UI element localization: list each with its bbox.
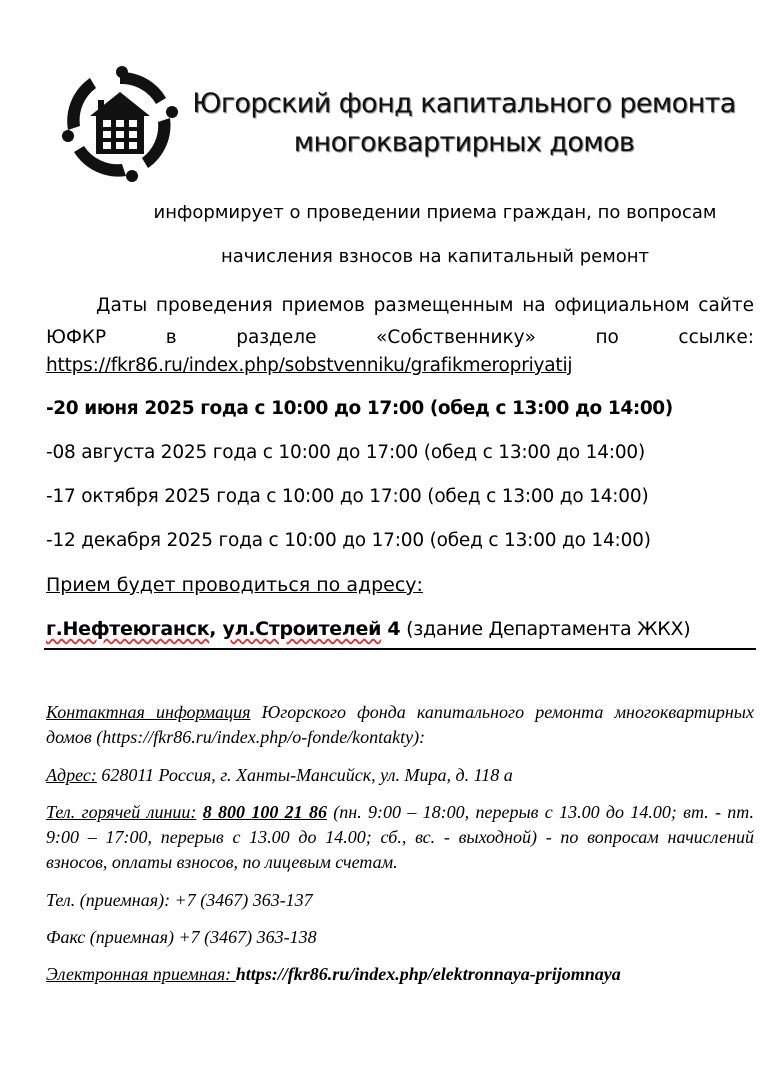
contact-info-paragraph <box>46 700 754 750</box>
hotline-paragraph <box>46 800 754 875</box>
address-label: Прием будет проводиться по адресу: <box>46 574 423 596</box>
address-separator: , <box>209 618 223 640</box>
intro-line-1: информирует о проведении приема граждан, по вопросам <box>153 202 717 223</box>
address-street: ул.Строителей <box>222 618 382 640</box>
divider <box>44 648 756 650</box>
reception-address <box>46 618 690 640</box>
hotline-label: Тел. горячей линии: <box>46 802 197 822</box>
reception-date-3: -17 октября 2025 года с 10:00 до 17:00 (обед с 13:00 до 14:00) <box>46 486 649 507</box>
schedule-link[interactable]: https://fkr86.ru/index.php/sobstvenniku/grafikmeropriyatij <box>46 355 573 376</box>
address-city: г.Нефтеюганск <box>46 618 210 640</box>
dates-intro-paragraph <box>46 290 754 354</box>
contact-address-label: Адрес: <box>46 765 97 785</box>
hotline-text: (пн. 9:00 – 18:00, перерыв с 13.00 до 14.00; вт. - пт. 9:00 – 17:00, перерыв с 13.00 до 14.00; сб., вс. - выходной) - по вопросам начислений взносов, оплаты взносов, по лицевым счетам. <box>46 802 755 872</box>
e-reception-link[interactable]: https://fkr86.ru/index.php/elektronnaya-prijomnaya <box>235 964 621 984</box>
reception-fax: Факс (приемная) +7 (3467) 363-138 <box>46 927 317 947</box>
e-reception <box>46 962 754 987</box>
organization-title-line2: многоквартирных домов <box>293 127 635 158</box>
reception-phone: Тел. (приемная): +7 (3467) 363-137 <box>46 890 313 910</box>
reception-date-2: -08 августа 2025 года с 10:00 до 17:00 (обед с 13:00 до 14:00) <box>46 442 645 463</box>
contact-info-text: Югорского фонда капитального ремонта многоквартирных домов (https://fkr86.ru/index.php/o-fonde/kontakty): <box>46 702 754 747</box>
organization-title <box>184 84 744 162</box>
reception-date-4: -12 декабря 2025 года с 10:00 до 17:00 (обед с 13:00 до 14:00) <box>46 530 651 551</box>
hotline-number[interactable]: 8 800 100 21 86 <box>202 802 327 822</box>
contact-info-label: Контактная информация <box>46 702 251 722</box>
address-building: (здание Департамента ЖКХ) <box>400 618 691 640</box>
address-number: 4 <box>381 618 401 640</box>
organization-title-line1: Югорский фонд капитального ремонта <box>192 88 736 119</box>
reception-date-1: -20 июня 2025 года с 10:00 до 17:00 (обед с 13:00 до 14:00) <box>46 398 673 419</box>
intro-line-2: начисления взносов на капитальный ремонт <box>220 246 650 267</box>
contact-address-text: 628011 Россия, г. Ханты-Мансийск, ул. Мира, д. 118 а <box>96 765 513 785</box>
dates-intro-text: Даты проведения приемов размещенным на официальном сайте ЮФКР в разделе «Собственнику» по ссылке: <box>46 295 754 348</box>
house-ring-logo-icon <box>62 66 178 182</box>
e-reception-label: Электронная приемная: <box>46 964 236 984</box>
contact-address <box>46 763 754 788</box>
